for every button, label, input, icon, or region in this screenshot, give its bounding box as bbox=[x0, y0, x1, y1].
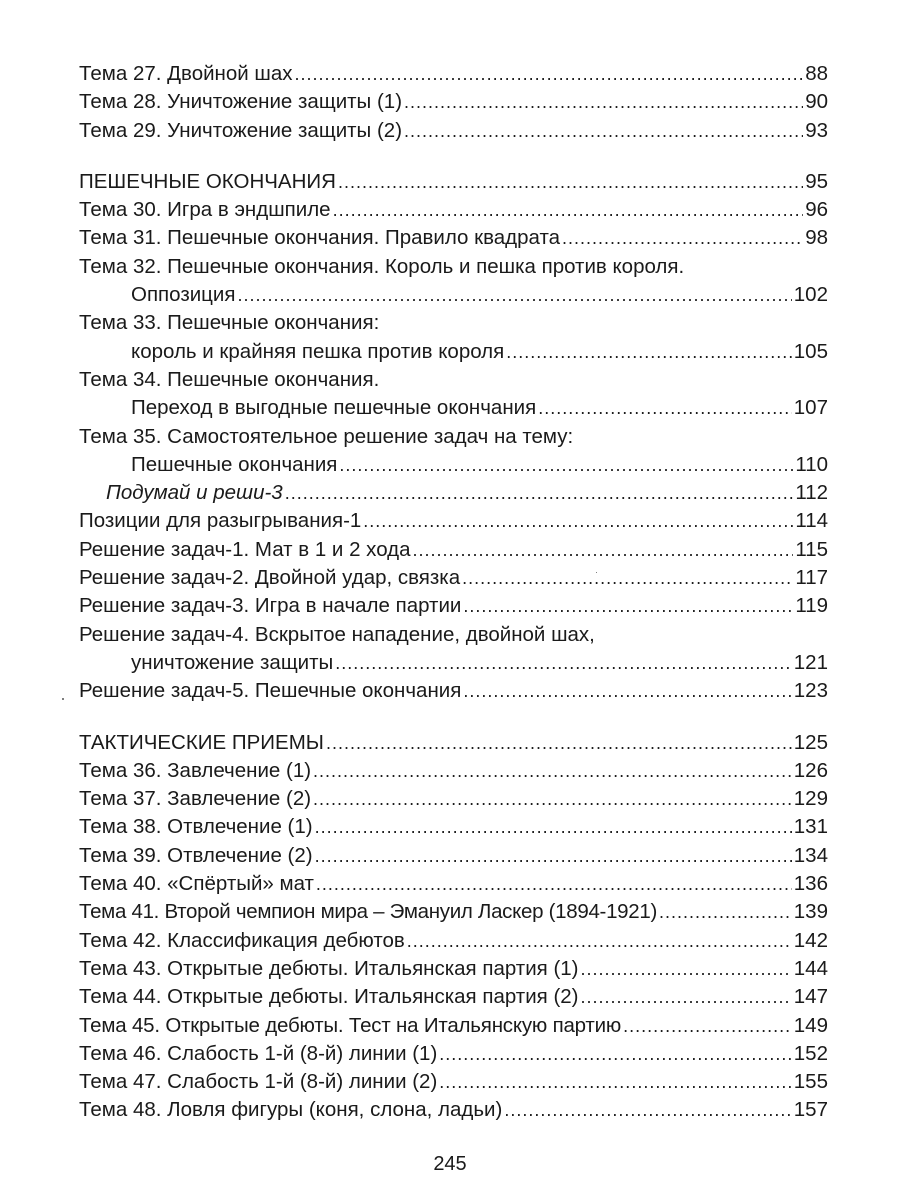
dot-leader bbox=[237, 281, 791, 309]
toc-entry-title: Тема 43. Открытые дебюты. Итальянская партия (1) bbox=[79, 956, 579, 980]
toc-entry bbox=[79, 592, 828, 620]
toc-entry-page: 125 bbox=[793, 730, 828, 754]
toc-entry-page: 129 bbox=[793, 787, 828, 811]
toc-entry-title: Тема 33. Пешечные окончания: bbox=[79, 311, 380, 335]
toc-entry bbox=[79, 507, 828, 535]
toc-entry-page: 155 bbox=[793, 1070, 828, 1094]
toc-entry bbox=[79, 366, 828, 394]
toc-entry-page: 112 bbox=[795, 481, 828, 505]
toc-entry bbox=[79, 757, 828, 785]
toc-entry bbox=[79, 842, 828, 870]
toc-entry-title: Тема 41. Второй чемпион мира – Эмануил Ласкер (1894-1921) bbox=[79, 900, 658, 924]
toc-entry bbox=[79, 927, 828, 955]
toc-entry-page: 114 bbox=[795, 509, 828, 533]
dot-leader bbox=[404, 88, 803, 116]
toc-entry-page: 102 bbox=[793, 283, 828, 307]
toc-entry-page: 93 bbox=[805, 118, 828, 142]
toc-entry-title: Тема 29. Уничтожение защиты (2) bbox=[79, 118, 403, 142]
section-title: ПЕШЕЧНЫЕ ОКОНЧАНИЯ bbox=[79, 169, 336, 193]
toc-entry-page: 126 bbox=[793, 758, 828, 782]
toc-entry-title: Тема 27. Двойной шах bbox=[79, 62, 293, 85]
toc-entry-title: Тема 48. Ловля фигуры (коня, слона, ладьи) bbox=[79, 1098, 503, 1122]
toc-entry bbox=[79, 677, 828, 705]
toc-entry-title: Тема 34. Пешечные окончания. bbox=[79, 367, 380, 391]
dot-leader bbox=[581, 983, 792, 1011]
toc-entry-title-cont: Пешечные окончания bbox=[131, 452, 338, 476]
toc-entry bbox=[79, 88, 828, 116]
toc-entry-title: Тема 44. Открытые дебюты. Итальянская партия (2) bbox=[79, 985, 579, 1009]
toc-section-heading bbox=[79, 168, 828, 196]
dot-leader bbox=[333, 196, 804, 224]
dot-leader bbox=[295, 60, 804, 88]
dot-leader bbox=[285, 479, 794, 507]
dot-leader bbox=[463, 677, 791, 705]
toc-entry-title: Тема 32. Пешечные окончания. Король и пешка против короля. bbox=[79, 254, 685, 278]
toc-entry-page: 105 bbox=[793, 339, 828, 363]
toc-entry-title: Тема 42. Классификация дебютов bbox=[79, 928, 405, 952]
toc-entry-title: Тема 35. Самостоятельное решение задач на тему: bbox=[79, 424, 574, 448]
toc-entry bbox=[79, 117, 828, 145]
dot-leader bbox=[504, 1096, 791, 1124]
toc-entry bbox=[79, 224, 828, 252]
toc-entry-title: Тема 30. Игра в эндшпиле bbox=[79, 198, 331, 222]
toc-entry-page: 121 bbox=[793, 650, 828, 674]
toc-entry-page: 98 bbox=[805, 226, 828, 250]
toc-entry-title: Решение задач-4. Вскрытое нападение, двойной шах, bbox=[79, 622, 595, 646]
toc-entry-continuation bbox=[79, 649, 828, 677]
toc-entry bbox=[79, 309, 828, 337]
toc-entry-page: 119 bbox=[795, 594, 828, 618]
toc-entry-title: Решение задач-5. Пешечные окончания bbox=[79, 679, 462, 703]
toc-entry-page: 110 bbox=[795, 452, 828, 476]
toc-entry bbox=[79, 785, 828, 813]
toc-entry bbox=[79, 1096, 828, 1124]
toc-entry-title: Подумай и реши-3 bbox=[106, 481, 283, 505]
toc-entry bbox=[79, 1040, 828, 1068]
toc-entry-page: 149 bbox=[793, 1013, 828, 1037]
dot-leader bbox=[506, 338, 792, 366]
toc-entry-page: 95 bbox=[805, 169, 828, 193]
toc-entry-title-cont: Переход в выгодные пешечные окончания bbox=[131, 396, 537, 420]
dot-leader bbox=[339, 451, 793, 479]
toc-entry-title-cont: уничтожение защиты bbox=[131, 650, 334, 674]
toc-entry bbox=[79, 983, 828, 1011]
toc-entry-continuation bbox=[79, 451, 828, 479]
toc-entry-title-cont: Оппозиция bbox=[131, 283, 236, 307]
toc-entry-page: 152 bbox=[793, 1041, 828, 1065]
toc-entry bbox=[79, 621, 828, 649]
toc-entry-title: Тема 46. Слабость 1-й (8-й) линии (1) bbox=[79, 1041, 438, 1065]
dot-leader bbox=[363, 507, 793, 535]
toc-entry bbox=[79, 898, 828, 926]
toc-entry-page: 115 bbox=[795, 537, 828, 561]
dot-leader bbox=[316, 870, 792, 898]
toc-entry-page: 144 bbox=[793, 956, 828, 980]
toc-entry bbox=[79, 423, 828, 451]
toc-entry-page: 157 bbox=[793, 1098, 828, 1122]
toc-entry-page: 147 bbox=[793, 985, 828, 1009]
toc-entry-page: 88 bbox=[805, 62, 828, 85]
toc-entry-page: 139 bbox=[793, 900, 828, 924]
dot-leader bbox=[404, 117, 803, 145]
toc-entry bbox=[79, 253, 828, 281]
toc-entry-title: Позиции для разыгрывания-1 bbox=[79, 509, 362, 533]
dot-leader bbox=[407, 927, 792, 955]
scan-speck bbox=[62, 698, 64, 700]
toc-entry-page: 142 bbox=[793, 928, 828, 952]
toc-entry-title: Решение задач-3. Игра в начале партии bbox=[79, 594, 462, 618]
toc-entry-title: Тема 39. Отвлечение (2) bbox=[79, 843, 313, 867]
toc-entry-page: 123 bbox=[793, 679, 828, 703]
toc-entry-title: Тема 40. «Спёртый» мат bbox=[79, 872, 314, 896]
dot-leader bbox=[315, 842, 792, 870]
toc-entry-continuation bbox=[79, 281, 828, 309]
dot-leader bbox=[315, 813, 792, 841]
toc-entry-page: 134 bbox=[793, 843, 828, 867]
toc-entry-title: Тема 47. Слабость 1-й (8-й) линии (2) bbox=[79, 1070, 438, 1094]
toc-entry-continuation bbox=[79, 338, 828, 366]
toc-entry-title: Тема 36. Завлечение (1) bbox=[79, 758, 312, 782]
toc-entry-page: 107 bbox=[793, 396, 828, 420]
dot-leader bbox=[462, 564, 793, 592]
dot-leader bbox=[313, 757, 792, 785]
toc-entry bbox=[79, 870, 828, 898]
dot-leader bbox=[413, 536, 794, 564]
dot-leader bbox=[538, 394, 792, 422]
toc-section-heading bbox=[79, 729, 828, 757]
toc-entry-page: 136 bbox=[793, 872, 828, 896]
toc-entry bbox=[79, 196, 828, 224]
dot-leader bbox=[313, 785, 792, 813]
toc-entry-page: 117 bbox=[795, 566, 828, 590]
dot-leader bbox=[439, 1040, 792, 1068]
toc-entry-title: Тема 38. Отвлечение (1) bbox=[79, 815, 313, 839]
dot-leader bbox=[659, 898, 792, 926]
toc-entry bbox=[79, 1068, 828, 1096]
scan-speck bbox=[596, 572, 597, 573]
toc-entry bbox=[79, 60, 828, 88]
page-number: 245 bbox=[433, 1153, 467, 1175]
toc-entry bbox=[79, 536, 828, 564]
dot-leader bbox=[581, 955, 792, 983]
dot-leader bbox=[326, 729, 792, 757]
toc-entry-title: Тема 45. Открытые дебюты. Тест на Итальянскую партию bbox=[79, 1013, 622, 1037]
toc-entry-title-cont: король и крайняя пешка против короля bbox=[131, 339, 505, 363]
toc-entry-page: 131 bbox=[793, 815, 828, 839]
toc-entry bbox=[79, 564, 828, 592]
dot-leader bbox=[463, 592, 793, 620]
toc-entry-title: Тема 37. Завлечение (2) bbox=[79, 787, 312, 811]
dot-leader bbox=[623, 1012, 792, 1040]
toc-entry bbox=[79, 955, 828, 983]
dot-leader bbox=[338, 168, 803, 196]
toc-entry-title: Тема 28. Уничтожение защиты (1) bbox=[79, 90, 403, 114]
toc-entry-title: Тема 31. Пешечные окончания. Правило квадрата bbox=[79, 226, 561, 250]
dot-leader bbox=[562, 224, 803, 252]
toc-entry-title: Решение задач-2. Двойной удар, связка bbox=[79, 566, 461, 590]
toc-entry bbox=[79, 1012, 828, 1040]
toc-entry-page: 96 bbox=[805, 198, 828, 222]
toc-entry bbox=[79, 813, 828, 841]
toc-entry-title: Решение задач-1. Мат в 1 и 2 хода bbox=[79, 537, 411, 561]
section-title: ТАКТИЧЕСКИЕ ПРИЕМЫ bbox=[79, 730, 324, 754]
table-of-contents bbox=[79, 60, 828, 1125]
toc-entry-page: 90 bbox=[805, 90, 828, 114]
dot-leader bbox=[439, 1068, 792, 1096]
dot-leader bbox=[335, 649, 792, 677]
toc-entry bbox=[79, 479, 828, 507]
toc-entry-continuation bbox=[79, 394, 828, 422]
